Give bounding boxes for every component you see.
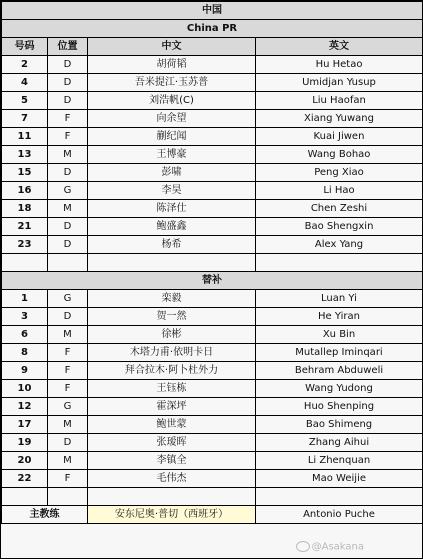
player-name-cn: 毛伟杰: [88, 470, 256, 488]
squad-table: [1, 1, 423, 524]
player-name-en: Behram Abduweli: [256, 362, 423, 380]
watermark-text: @Asakana: [311, 541, 364, 552]
player-name-cn: 向余望: [88, 110, 256, 128]
player-row: [2, 146, 423, 164]
player-position: F: [48, 344, 88, 362]
player-number: 2: [2, 56, 48, 74]
player-name-en: Bao Shimeng: [256, 416, 423, 434]
coach-label: 主教练: [2, 506, 88, 524]
player-number: 19: [2, 434, 48, 452]
player-row: [2, 200, 423, 218]
player-name-en: Xiang Yuwang: [256, 110, 423, 128]
col-header-number: 号码: [2, 38, 48, 56]
coach-name-en: Antonio Puche: [256, 506, 423, 524]
player-number: 4: [2, 74, 48, 92]
player-row: [2, 92, 423, 110]
player-row: [2, 164, 423, 182]
empty-cell: [48, 254, 88, 272]
player-number: 23: [2, 236, 48, 254]
coach-name-cn: 安东尼奥·普切（西班牙）: [88, 506, 256, 524]
player-name-en: Luan Yi: [256, 290, 423, 308]
player-name-en: Huo Shenping: [256, 398, 423, 416]
player-number: 13: [2, 146, 48, 164]
player-position: G: [48, 290, 88, 308]
player-row: [2, 308, 423, 326]
spacer-row: [2, 254, 423, 272]
player-number: 21: [2, 218, 48, 236]
player-name-cn: 胡荷韬: [88, 56, 256, 74]
col-header-position: 位置: [48, 38, 88, 56]
country-cn-title: 中国: [2, 2, 423, 20]
player-row: [2, 128, 423, 146]
player-position: M: [48, 146, 88, 164]
player-number: 5: [2, 92, 48, 110]
player-row: [2, 182, 423, 200]
player-position: G: [48, 398, 88, 416]
player-number: 18: [2, 200, 48, 218]
player-row: [2, 74, 423, 92]
spacer-row: [2, 488, 423, 506]
col-header-chinese: 中文: [88, 38, 256, 56]
player-name-cn: 鲍世蒙: [88, 416, 256, 434]
player-position: D: [48, 164, 88, 182]
coach-row: [2, 506, 423, 524]
player-name-en: Bao Shengxin: [256, 218, 423, 236]
player-name-cn: 张瑷晖: [88, 434, 256, 452]
player-row: [2, 290, 423, 308]
player-position: D: [48, 56, 88, 74]
player-row: [2, 218, 423, 236]
player-number: 15: [2, 164, 48, 182]
player-name-cn: 栾毅: [88, 290, 256, 308]
player-position: D: [48, 92, 88, 110]
player-position: D: [48, 434, 88, 452]
subs-header-row: [2, 272, 423, 290]
player-name-cn: 王博豪: [88, 146, 256, 164]
empty-cell: [88, 488, 256, 506]
player-position: M: [48, 200, 88, 218]
country-en-title: China PR: [2, 20, 423, 38]
player-number: 11: [2, 128, 48, 146]
player-number: 9: [2, 362, 48, 380]
player-position: D: [48, 218, 88, 236]
player-row: [2, 362, 423, 380]
player-name-en: He Yiran: [256, 308, 423, 326]
player-number: 22: [2, 470, 48, 488]
player-position: G: [48, 182, 88, 200]
player-name-en: Kuai Jiwen: [256, 128, 423, 146]
player-name-cn: 王钰栋: [88, 380, 256, 398]
player-name-en: Wang Yudong: [256, 380, 423, 398]
country-en-row: [2, 20, 423, 38]
player-name-cn: 蒯纪闻: [88, 128, 256, 146]
player-number: 20: [2, 452, 48, 470]
player-position: D: [48, 236, 88, 254]
player-name-cn: 杨希: [88, 236, 256, 254]
player-row: [2, 110, 423, 128]
player-position: F: [48, 362, 88, 380]
player-row: [2, 344, 423, 362]
player-name-cn: 徐彬: [88, 326, 256, 344]
col-header-english: 英文: [256, 38, 423, 56]
player-name-cn: 刘浩帆(C): [88, 92, 256, 110]
empty-cell: [48, 488, 88, 506]
watermark: [296, 541, 364, 553]
player-name-en: Li Zhenquan: [256, 452, 423, 470]
player-name-en: Liu Haofan: [256, 92, 423, 110]
player-name-en: Mutallep Iminqari: [256, 344, 423, 362]
player-number: 16: [2, 182, 48, 200]
player-name-en: Umidjan Yusup: [256, 74, 423, 92]
player-number: 12: [2, 398, 48, 416]
player-row: [2, 470, 423, 488]
player-number: 7: [2, 110, 48, 128]
player-number: 10: [2, 380, 48, 398]
player-position: F: [48, 380, 88, 398]
player-name-en: Chen Zeshi: [256, 200, 423, 218]
player-position: M: [48, 416, 88, 434]
player-name-cn: 陈泽仕: [88, 200, 256, 218]
empty-cell: [2, 488, 48, 506]
player-row: [2, 416, 423, 434]
empty-cell: [2, 254, 48, 272]
player-name-cn: 霍深坪: [88, 398, 256, 416]
player-name-cn: 吾米提江·玉苏普: [88, 74, 256, 92]
player-name-en: Xu Bin: [256, 326, 423, 344]
player-name-cn: 鲍盛鑫: [88, 218, 256, 236]
player-position: F: [48, 110, 88, 128]
player-name-cn: 李昊: [88, 182, 256, 200]
player-name-en: Mao Weijie: [256, 470, 423, 488]
player-row: [2, 236, 423, 254]
player-position: D: [48, 74, 88, 92]
player-position: M: [48, 452, 88, 470]
player-name-cn: 贺一然: [88, 308, 256, 326]
player-number: 8: [2, 344, 48, 362]
subs-title: 替补: [2, 272, 423, 290]
player-position: F: [48, 470, 88, 488]
player-position: M: [48, 326, 88, 344]
column-header-row: [2, 38, 423, 56]
player-name-en: Zhang Aihui: [256, 434, 423, 452]
player-position: F: [48, 128, 88, 146]
player-name-cn: 木塔力甫·依明卡日: [88, 344, 256, 362]
player-name-cn: 彭啸: [88, 164, 256, 182]
player-name-cn: 李镇全: [88, 452, 256, 470]
player-name-cn: 拜合拉木·阿卜杜外力: [88, 362, 256, 380]
empty-cell: [256, 254, 423, 272]
player-name-en: Alex Yang: [256, 236, 423, 254]
player-row: [2, 452, 423, 470]
player-row: [2, 398, 423, 416]
player-row: [2, 326, 423, 344]
player-name-en: Hu Hetao: [256, 56, 423, 74]
empty-cell: [88, 254, 256, 272]
player-name-en: Wang Bohao: [256, 146, 423, 164]
player-number: 17: [2, 416, 48, 434]
empty-cell: [256, 488, 423, 506]
player-name-en: Peng Xiao: [256, 164, 423, 182]
player-name-en: Li Hao: [256, 182, 423, 200]
weibo-icon: [296, 541, 310, 552]
player-row: [2, 380, 423, 398]
player-position: D: [48, 308, 88, 326]
country-cn-row: [2, 2, 423, 20]
player-number: 6: [2, 326, 48, 344]
player-number: 1: [2, 290, 48, 308]
player-number: 3: [2, 308, 48, 326]
player-row: [2, 434, 423, 452]
player-row: [2, 56, 423, 74]
